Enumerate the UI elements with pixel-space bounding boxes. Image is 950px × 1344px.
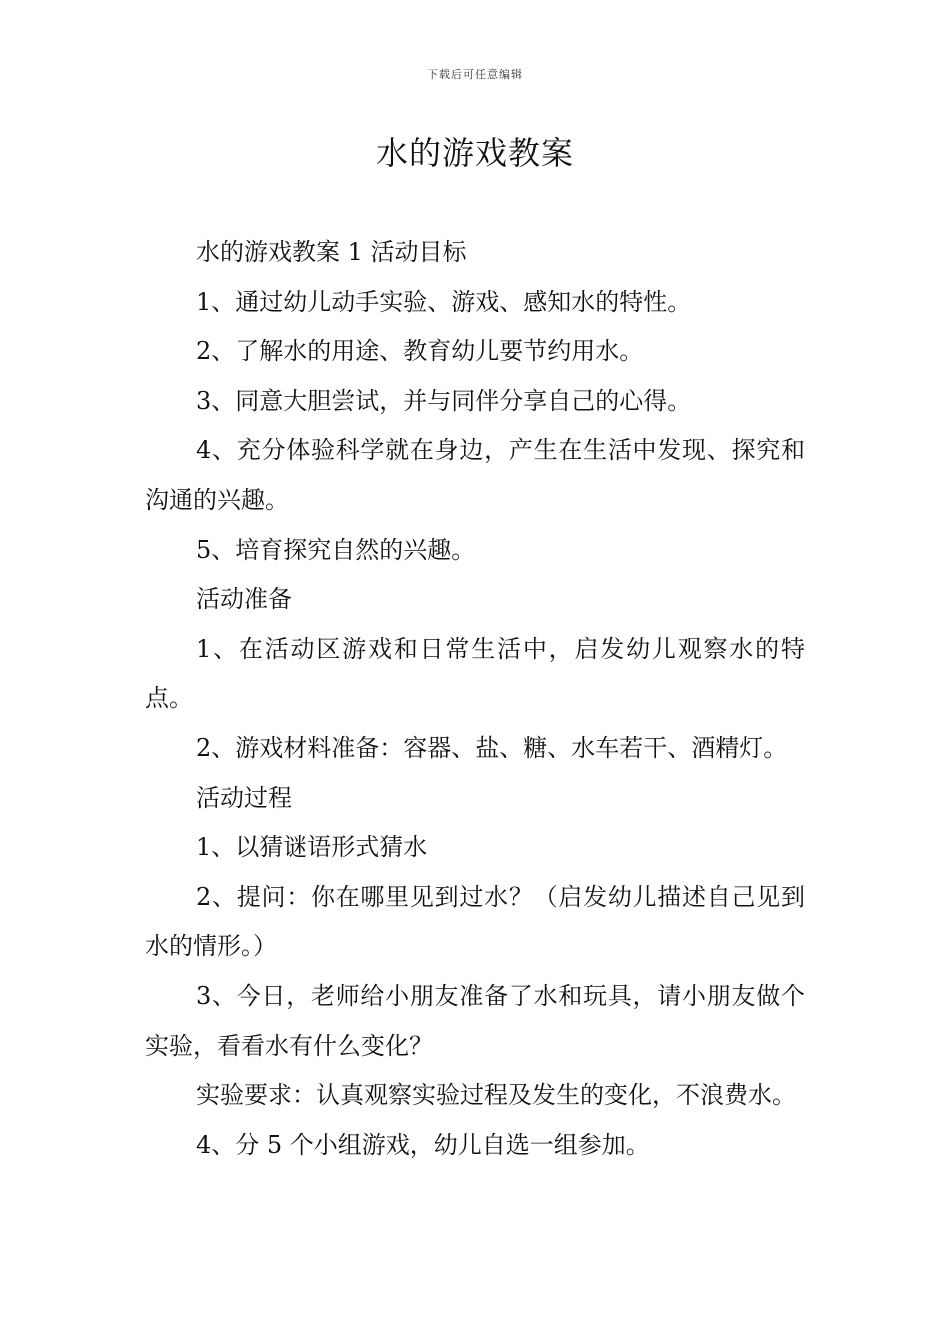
paragraph: 2、提问：你在哪里见到过水？（启发幼儿描述自己见到水的情形。） — [145, 882, 805, 961]
section-heading: 活动过程 — [196, 783, 292, 812]
section-heading: 活动准备 — [196, 585, 292, 614]
paragraph: 1、在活动区游戏和日常生活中，启发幼儿观察水的特点。 — [145, 634, 805, 713]
paragraph: 3、同意大胆尝试，并与同伴分享自己的心得。 — [196, 386, 692, 415]
paragraph: 4、分 5 个小组游戏，幼儿自选一组参加。 — [196, 1130, 650, 1159]
paragraph: 实验要求：认真观察实验过程及发生的变化，不浪费水。 — [196, 1081, 796, 1110]
paragraph: 2、游戏材料准备：容器、盐、糖、水车若干、酒精灯。 — [196, 733, 788, 762]
document-title: 水的游戏教案 — [375, 134, 574, 172]
paragraph: 3、今日，老师给小朋友准备了水和玩具，请小朋友做个实验，看看水有什么变化？ — [145, 981, 805, 1060]
document-body — [145, 228, 805, 1170]
paragraph: 1、通过幼儿动手实验、游戏、感知水的特性。 — [196, 287, 692, 316]
paragraph: 2、了解水的用途、教育幼儿要节约用水。 — [196, 337, 644, 366]
paragraph: 4、充分体验科学就在身边，产生在生活中发现、探究和沟通的兴趣。 — [145, 436, 805, 514]
paragraph: 水的游戏教案 1 活动目标 — [196, 238, 467, 266]
paragraph: 5、培育探究自然的兴趣。 — [196, 535, 476, 564]
paragraph: 1、以猜谜语形式猜水 — [196, 833, 428, 862]
header-note: 下载后可任意编辑 — [427, 68, 523, 81]
